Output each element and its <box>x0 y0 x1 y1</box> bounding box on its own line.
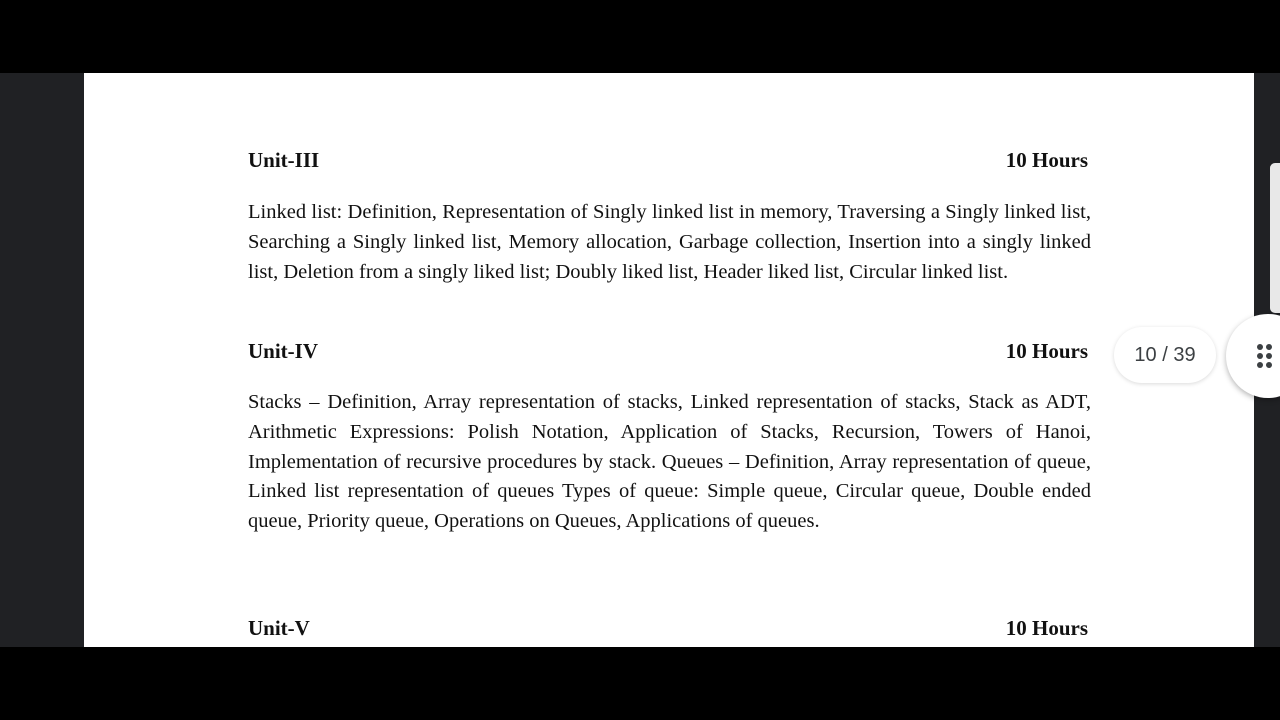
pdf-page[interactable] <box>84 73 1254 647</box>
grid-dots-icon <box>1254 342 1280 370</box>
bottom-black-bar <box>0 647 1280 720</box>
unit-heading <box>248 148 1088 173</box>
unit-title: Unit-IV <box>248 339 319 363</box>
unit-title: Unit-III <box>248 148 320 172</box>
unit-hours: 10 Hours <box>1005 148 1088 172</box>
unit-hours: 10 Hours <box>1005 616 1088 640</box>
unit-heading <box>248 616 1088 641</box>
unit-hours: 10 Hours <box>1005 339 1088 363</box>
unit-heading <box>248 339 1088 364</box>
unit-description: Linked list: Definition, Representation of Singly linked list in memory, Traversing a Singly linked list, Searching a Singly linked list, Memory allocation, Garbage collection, Insertion into a singly linked list, Deletion from a singly liked list; Doubly liked list, Header liked list, Circular linked list. <box>248 201 1091 283</box>
page-indicator: 10 / 39 <box>1114 327 1216 383</box>
scrollbar-thumb[interactable] <box>1270 163 1280 313</box>
unit-title: Unit-V <box>248 616 310 640</box>
unit-description: Stacks – Definition, Array representation of stacks, Linked representation of stacks, Stack as ADT, Arithmetic Expressions: Polish Notation, Application of Stacks, Recursion, Towers of Hanoi, Implementation of recursive procedures by stack. Queues – Definition, Array representation of queue, Linked list representation of queues Types of queue: Simple queue, Circular queue, Double ended queue, Priority queue, Operations on Queues, Applications of queues. <box>248 391 1091 533</box>
top-black-bar <box>0 0 1280 73</box>
